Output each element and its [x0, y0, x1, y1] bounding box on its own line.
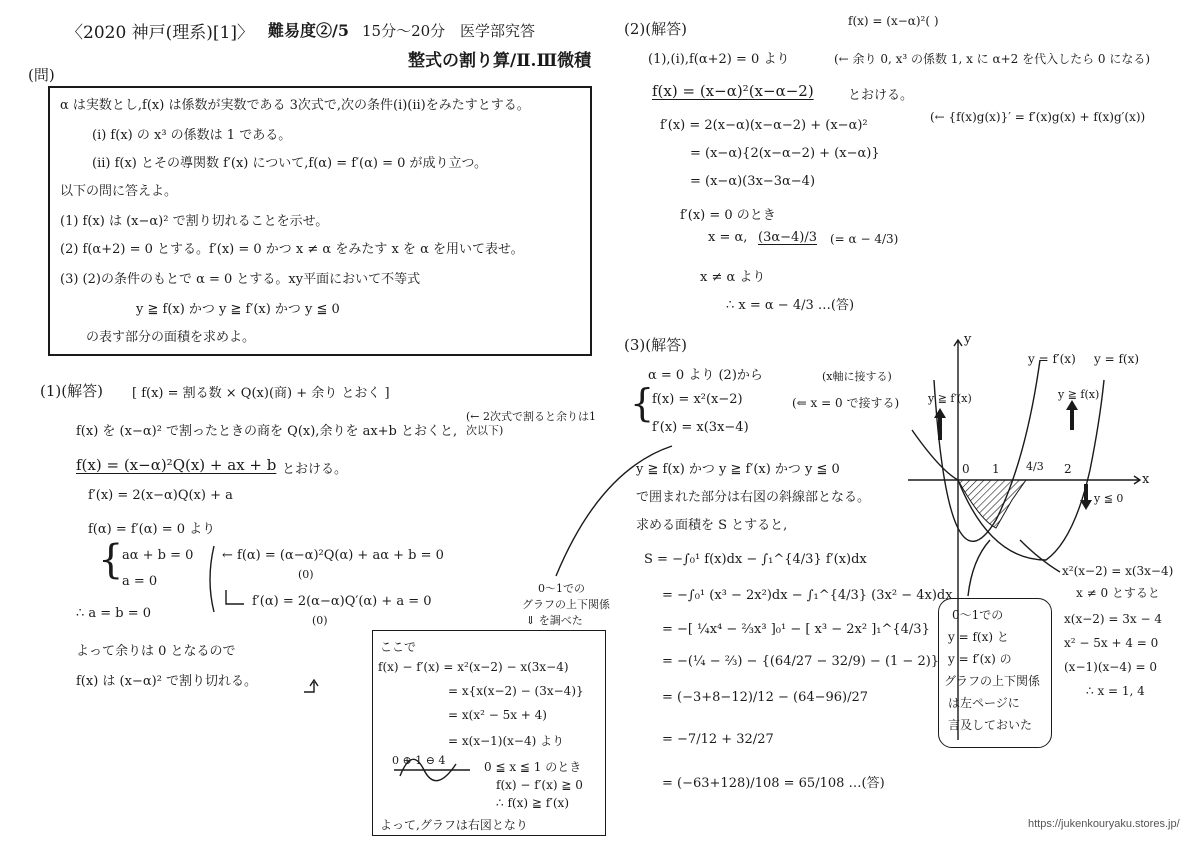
graph-inter-5: (x−1)(x−4) = 0 [1064, 660, 1157, 674]
sol1-arrow-2-sub: (0) [312, 614, 328, 627]
sol3-system-brace: { [630, 381, 655, 425]
sol1-line-5: ∴ a = b = 0 [76, 606, 152, 621]
sol2-line-6: f′(x) = 0 のとき [680, 208, 776, 223]
graph-note-5: は左ページに [948, 696, 1020, 710]
graph-note-2: y = f(x) と [948, 630, 1009, 644]
sol2-line-1: (1),(i),f(α+2) = 0 より [648, 52, 790, 67]
problem-line-6: (2) f(α+2) = 0 とする。f′(x) = 0 かつ x ≠ α をみたす x を α を用いて表せ。 [60, 242, 524, 257]
callout-top-1: 0〜1での [538, 582, 585, 595]
graph-note-1: 0〜1での [952, 608, 1004, 622]
graph-inter-2: x ≠ 0 とすると [1076, 586, 1160, 600]
sol1-line-2b: とおける。 [282, 462, 348, 477]
sol1-line-7: f(x) は (x−α)² で割り切れる。 [76, 674, 258, 689]
graph-pointer-note [968, 540, 990, 596]
side-heading: ここで [380, 640, 417, 654]
sol1-note-1: (← 2次式で割ると余りは1次以下) [466, 410, 597, 437]
topic-label: 整式の割り算/Ⅱ.Ⅲ微積 [408, 51, 592, 71]
graph-tick-2: 2 [1064, 462, 1072, 476]
graph-label-le0: y ≦ 0 [1094, 492, 1124, 505]
graph-arrow-le0 [1080, 484, 1092, 510]
sol1-line-2: f(x) = (x−α)²Q(x) + ax + b [76, 456, 277, 474]
sol1-sys-2: a = 0 [122, 574, 158, 589]
sol3-line-3: で囲まれた部分は右図の斜線部となる。 [636, 490, 871, 505]
sol3-sys-2: f′(x) = x(3x−4) [652, 420, 749, 435]
problem-line-1: α は実数とし,f(x) は係数が実数である 3次式で,次の条件(i)(ii)をみたすとする。 [60, 98, 530, 113]
sol2-note-2: (← {f(x)g(x)}′ = f′(x)g(x) + f(x)g′(x)) [930, 110, 1146, 124]
sol3-eq-7: = (−63+128)/108 = 65/108 …(答) [662, 776, 885, 791]
graph-tick-1: 1 [992, 462, 1000, 476]
sol1-line-6: よって余りは 0 となるので [76, 644, 236, 659]
sol2-line-2: f(x) = (x−α)²(x−α−2) [652, 82, 814, 100]
sol1-line-3: f′(x) = 2(x−α)Q(x) + a [88, 488, 233, 503]
sol1-bracket: [ f(x) = 割る数 × Q(x)(商) + 余り とおく ] [132, 386, 390, 401]
sol3-sys-1-note: (⇐ x = 0 で接する) [792, 396, 900, 410]
graph-hatched-region [958, 480, 1026, 528]
sol1-arrow-1-sub: (0) [298, 568, 314, 581]
problem-line-2: (i) f(x) の x³ の係数は 1 である。 [92, 128, 292, 143]
callout-top-2: グラフの上下関係 [522, 598, 610, 611]
sol3-note-top: (x軸に接する) [822, 370, 892, 383]
graph-label-fprime: y = f′(x) [1028, 352, 1076, 366]
sol2-note-1: (← 余り 0, x³ の係数 1, x に α+2 を代入したら 0 になる) [834, 52, 1151, 66]
graph-plot [0, 0, 1, 1]
problem-line-8: y ≧ f(x) かつ y ≧ f′(x) かつ y ≦ 0 [136, 302, 340, 317]
sol3-eq-2: = −∫₀¹ (x³ − 2x²)dx − ∫₁^{4/3} (3x² − 4x)dx [662, 588, 953, 603]
sol1-arrow-1: ← f(α) = (α−α)²Q(α) + aα + b = 0 [222, 548, 444, 563]
side-cond-1: 0 ≦ x ≦ 1 のとき [484, 760, 582, 774]
problem-label: (問) [28, 66, 55, 84]
problem-line-5: (1) f(x) は (x−α)² で割り切れることを示せ。 [60, 214, 329, 229]
side-cond-4: よって,グラフは右図となり [380, 818, 528, 832]
side-line-2: = x{x(x−2) − (3x−4)} [448, 684, 584, 698]
sol1-system-brace: { [98, 537, 124, 583]
graph-note-3: y = f′(x) の [948, 652, 1012, 666]
sol2-line-4: = (x−α){2(x−α−2) + (x−α)} [690, 146, 880, 161]
sol3-line-2: y ≧ f(x) かつ y ≧ f′(x) かつ y ≦ 0 [636, 462, 840, 477]
sol2-line-5: = (x−α)(3x−3α−4) [690, 174, 816, 189]
problem-line-7: (3) (2)の条件のもとで α = 0 とする。xy平面において不等式 [60, 272, 421, 287]
sol3-line-1: α = 0 より (2)から [648, 368, 763, 383]
graph-inter-3: x(x−2) = 3x − 4 [1064, 612, 1162, 626]
side-cond-2: f(x) − f′(x) ≧ 0 [496, 778, 583, 792]
side-line-4: = x(x−1)(x−4) より [448, 734, 565, 748]
graph-inter-4: x² − 5x + 4 = 0 [1064, 636, 1159, 650]
author-label: 医学部究答 [460, 22, 536, 40]
sol2-line-2b: とおける。 [848, 88, 914, 103]
sol2-line-7-frac: (3α−4)/3 [758, 230, 818, 245]
sol2-line-9: ∴ x = α − 4/3 …(答) [726, 298, 855, 313]
graph-inter-1: x²(x−2) = x(3x−4) [1062, 564, 1174, 578]
sol2-line-8: x ≠ α より [700, 270, 766, 285]
sol3-eq-5: = (−3+8−12)/12 − (64−96)/27 [662, 690, 869, 705]
time-label: 15分〜20分 [362, 22, 446, 40]
graph-y-label: y [964, 332, 972, 347]
sol3-eq-4: = −(¼ − ⅔) − {(64/27 − 32/9) − (1 − 2)} [662, 654, 940, 669]
callout-top-3: ⇓ を調べた [526, 614, 583, 627]
sol2-top-note: f(x) = (x−α)²( ) [848, 14, 939, 28]
sol2-line-7b: (= α − 4/3) [830, 232, 899, 246]
sol3-line-4: 求める面積を S とすると, [636, 518, 788, 533]
footer-url[interactable]: https://jukenkouryaku.stores.jp/ [1028, 818, 1180, 830]
graph-tick-4-3: 4/3 [1026, 460, 1044, 473]
graph-pointer-inter [1020, 540, 1060, 572]
sol1-arrow-2: f′(α) = 2(α−α)Q′(α) + a = 0 [252, 594, 432, 609]
header-title: 〈2020 神戸(理系)[1]〉 [66, 23, 255, 43]
sol2-line-7: x = α, [708, 230, 748, 245]
problem-line-4: 以下の問に答えよ。 [60, 184, 178, 199]
graph-note-4: グラフの上下関係 [944, 674, 1041, 688]
graph-note-6: 言及しておいた [948, 718, 1033, 732]
graph-tick-0: 0 [962, 462, 970, 476]
sol3-sys-1: f(x) = x²(x−2) [652, 392, 743, 407]
graph-arrow-ge-f [1066, 400, 1078, 430]
sol1-line-4: f(α) = f′(α) = 0 より [88, 522, 216, 537]
difficulty-label: 難易度②/5 [268, 21, 349, 40]
sol2-line-3: f′(x) = 2(x−α)(x−α−2) + (x−α)² [660, 118, 868, 133]
sol1-heading: (1)(解答) [40, 382, 103, 400]
sol1-line-1: f(x) を (x−α)² で割ったときの商を Q(x),余りを ax+b とおくと, [76, 424, 458, 439]
graph-label-f: y = f(x) [1094, 352, 1140, 366]
side-cond-3: ∴ f(x) ≧ f′(x) [496, 796, 570, 810]
sol3-eq-6: = −7/12 + 32/27 [662, 732, 774, 747]
sol3-eq-1: S = −∫₀¹ f(x)dx − ∫₁^{4/3} f′(x)dx [644, 552, 867, 567]
sign-chart-label: 0 ⊕ 1 ⊖ 4 [392, 754, 446, 767]
problem-line-9: の表す部分の面積を求めよ。 [86, 330, 256, 345]
problem-line-3: (ii) f(x) とその導関数 f′(x) について,f(α) = f′(α) = 0 が成り立つ。 [92, 156, 488, 171]
side-line-1: f(x) − f′(x) = x²(x−2) − x(3x−4) [378, 660, 569, 674]
sol3-heading: (3)(解答) [624, 336, 687, 354]
graph-inter-6: ∴ x = 1, 4 [1086, 684, 1145, 698]
sol1-sys-1: aα + b = 0 [122, 548, 194, 563]
graph-label-ge-f: y ≧ f(x) [1058, 388, 1100, 401]
graph-x-label: x [1142, 472, 1150, 487]
side-line-3: = x(x² − 5x + 4) [448, 708, 547, 722]
graph-label-ge-fprime: y ≧ f′(x) [928, 392, 972, 405]
sol3-eq-3: = −[ ¼x⁴ − ⅔x³ ]₀¹ − [ x³ − 2x² ]₁^{4/3} [662, 622, 930, 637]
sol2-heading: (2)(解答) [624, 20, 687, 38]
